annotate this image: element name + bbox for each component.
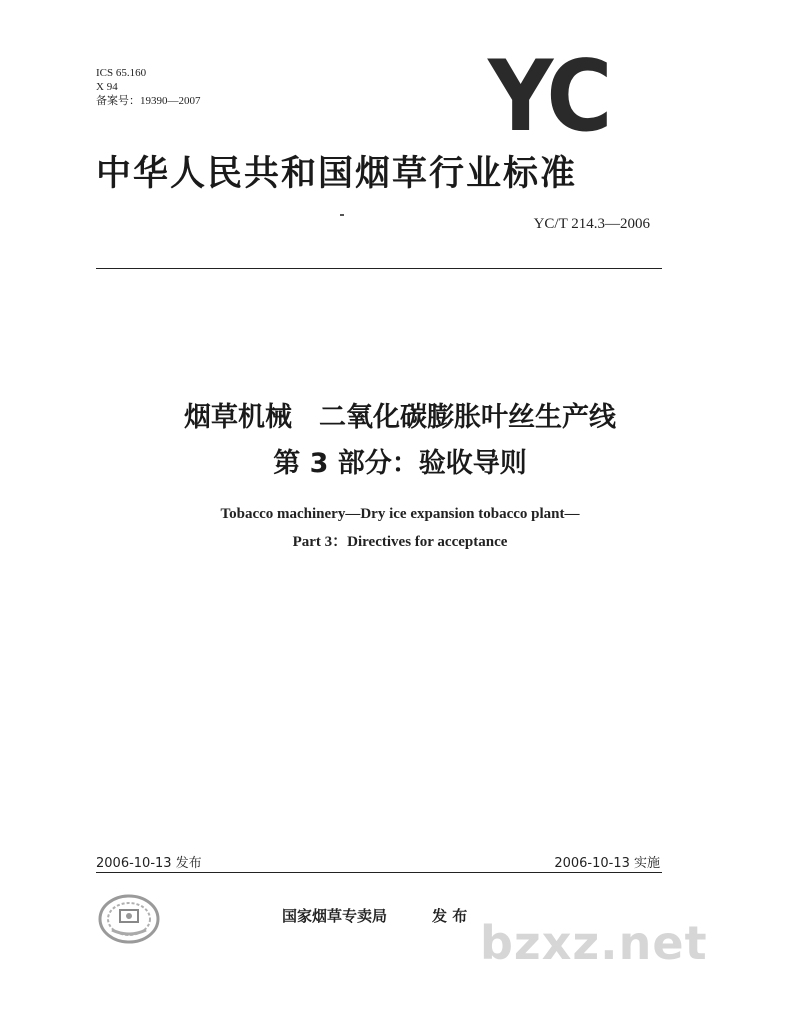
classification-block <box>96 66 201 108</box>
filing-number: 备案号：19390—2007 <box>96 95 201 107</box>
issuer-name: 国家烟草专卖局 <box>282 907 388 925</box>
english-title-line-2: Part 3：Directives for acceptance <box>292 534 508 550</box>
seal-icon <box>98 894 160 944</box>
org-title: 中华人民共和国烟草行业标准 <box>96 154 578 194</box>
chinese-title-line-1: 烟草机械 二氧化碳膨胀叶丝生产线 <box>184 402 616 433</box>
standard-number: YC/T 214.3—2006 <box>533 216 650 232</box>
english-title-line-1: Tobacco machinery—Dry ice expansion tobacco plant— <box>220 506 580 522</box>
class-code: X 94 <box>96 81 118 93</box>
yc-logo: YC <box>488 40 609 154</box>
footer-divider <box>96 872 662 873</box>
watermark: bzxz.net <box>480 916 708 970</box>
ics-code: ICS 65.160 <box>96 67 147 79</box>
effective-date: 2006-10-13 实施 <box>554 856 660 871</box>
chinese-title-line-2: 第 3 部分：验收导则 <box>273 448 527 479</box>
header-divider <box>96 268 662 269</box>
issue-word: 发 布 <box>432 907 468 925</box>
scan-speck <box>340 214 344 216</box>
issuer <box>282 905 467 926</box>
release-date: 2006-10-13 发布 <box>96 856 202 871</box>
